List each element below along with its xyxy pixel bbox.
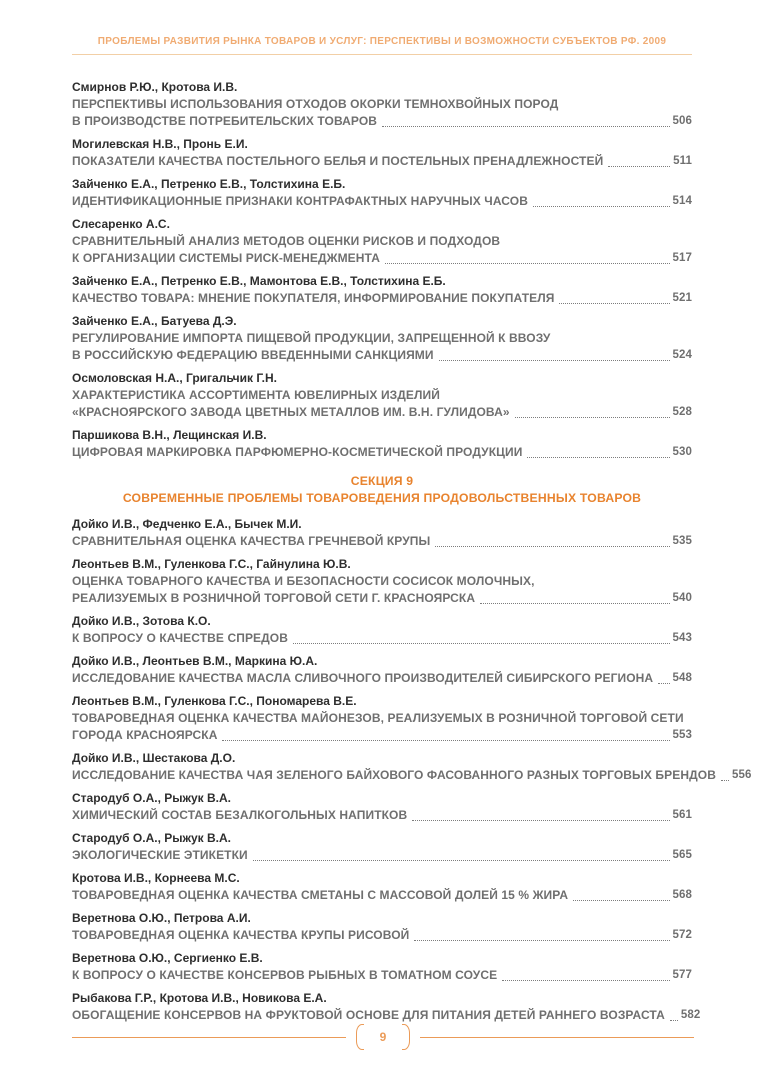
toc-entry-page-number: 553 (672, 729, 692, 741)
toc-entry-title-line (72, 444, 692, 461)
toc-entry-title-line (72, 670, 692, 687)
running-head (72, 0, 692, 55)
toc-entry-title-line: РЕГУЛИРОВАНИЕ ИМПОРТА ПИЩЕВОЙ ПРОДУКЦИИ, ЗАПРЕЩЕННОЙ К ВВОЗУ (72, 331, 551, 345)
footer-rule-left (72, 1037, 346, 1038)
toc-entry (72, 910, 692, 944)
toc-entry-title-text: ИССЛЕДОВАНИЕ КАЧЕСТВА МАСЛА СЛИВОЧНОГО ПРОИЗВОДИТЕЛЕЙ СИБИРСКОГО РЕГИОНА (72, 671, 654, 685)
toc-entry-authors: Дойко И.В., Шестакова Д.О. (72, 751, 236, 765)
dot-leader (608, 166, 670, 167)
toc-entry-title-line: ПЕРСПЕКТИВЫ ИСПОЛЬЗОВАНИЯ ОТХОДОВ ОКОРКИ ТЕМНОХВОЙНЫХ ПОРОД (72, 97, 559, 111)
toc-entry-title-text: ЭКОЛОГИЧЕСКИЕ ЭТИКЕТКИ (72, 848, 248, 862)
toc-entry-title-line (72, 250, 692, 267)
toc-entry-page-number: 565 (672, 849, 692, 861)
toc-entry-title-text: ПОКАЗАТЕЛИ КАЧЕСТВА ПОСТЕЛЬНОГО БЕЛЬЯ И ПОСТЕЛЬНЫХ ПРЕНАДЛЕЖНОСТЕЙ (72, 154, 604, 168)
toc-entry-page-number: 511 (673, 155, 692, 167)
toc-entry-page-number: 506 (672, 115, 692, 127)
toc-entry-page-number: 543 (672, 632, 692, 644)
dot-leader (658, 683, 669, 684)
dot-leader (435, 546, 669, 547)
toc-entry-authors: Леонтьев В.М., Гуленкова Г.С., Пономарева В.Е. (72, 694, 357, 708)
toc-entry-page-number: 561 (672, 809, 692, 821)
toc-entry-page-number: 524 (672, 349, 692, 361)
toc-entry-title-text: К ВОПРОСУ О КАЧЕСТВЕ СПРЕДОВ (72, 631, 288, 645)
toc-entry (72, 176, 692, 210)
dot-leader (253, 860, 670, 861)
toc-entry (72, 613, 692, 647)
dot-leader (533, 206, 670, 207)
toc-entry-title-line (72, 193, 692, 210)
toc-entry-title-line (72, 153, 692, 170)
toc-entry-title-line (72, 887, 692, 904)
toc-entry (72, 653, 692, 687)
dot-leader (382, 126, 669, 127)
toc-entry-title-text: ИДЕНТИФИКАЦИОННЫЕ ПРИЗНАКИ КОНТРАФАКТНЫХ НАРУЧНЫХ ЧАСОВ (72, 194, 528, 208)
section-number: СЕКЦИЯ 9 (350, 474, 414, 488)
toc-entry-title-text: СРАВНИТЕЛЬНАЯ ОЦЕНКА КАЧЕСТВА ГРЕЧНЕВОЙ КРУПЫ (72, 534, 431, 548)
toc-entry-authors: Стародуб О.А., Рыжук В.А. (72, 791, 232, 805)
toc-entry-page-number: 572 (672, 929, 692, 941)
section-title: СОВРЕМЕННЫЕ ПРОБЛЕМЫ ТОВАРОВЕДЕНИЯ ПРОДОВОЛЬСТВЕННЫХ ТОВАРОВ (122, 491, 642, 505)
toc-entry (72, 216, 692, 267)
toc-entry-page-number: 530 (672, 446, 692, 458)
page-number: 9 (379, 1030, 387, 1044)
toc-entry-title-line (72, 767, 752, 784)
footer-rule-right (420, 1037, 694, 1038)
dot-leader (502, 980, 669, 981)
toc-entry-title-text: КАЧЕСТВО ТОВАРА: МНЕНИЕ ПОКУПАТЕЛЯ, ИНФОРМИРОВАНИЕ ПОКУПАТЕЛЯ (72, 291, 555, 305)
dot-leader (573, 900, 669, 901)
toc-entries-after-section (72, 516, 752, 1024)
toc-entry-page-number: 535 (672, 535, 692, 547)
toc-entry (72, 870, 692, 904)
toc-entry (72, 313, 692, 364)
dot-leader (527, 457, 669, 458)
running-head-text: ПРОБЛЕМЫ РАЗВИТИЯ РЫНКА ТОВАРОВ И УСЛУГ: ПЕРСПЕКТИВЫ И ВОЗМОЖНОСТИ СУБЪЕКТОВ РФ. 2009 (97, 36, 667, 47)
toc-entry (72, 990, 701, 1024)
dot-leader (515, 417, 670, 418)
toc-entry-title-text: К ОРГАНИЗАЦИИ СИСТЕМЫ РИСК-МЕНЕДЖМЕНТА (72, 251, 380, 265)
dot-leader (222, 740, 669, 741)
toc-entry-authors: Паршикова В.Н., Лещинская И.В. (72, 428, 267, 442)
toc-entry-authors: Стародуб О.А., Рыжук В.А. (72, 831, 232, 845)
toc-entry-title-line (72, 113, 692, 130)
toc-entry (72, 693, 692, 744)
toc-entry-title-text: ХИМИЧЕСКИЙ СОСТАВ БЕЗАЛКОГОЛЬНЫХ НАПИТКОВ (72, 808, 408, 822)
toc-entry-authors: Зайченко Е.А., Петренко Е.В., Толстихина Е.Б. (72, 177, 346, 191)
toc-entry-page-number: 517 (672, 252, 692, 264)
bracket-right-icon (402, 1024, 410, 1050)
toc-entry-title-text: ЦИФРОВАЯ МАРКИРОВКА ПАРФЮМЕРНО-КОСМЕТИЧЕСКОЙ ПРОДУКЦИИ (72, 445, 523, 459)
toc-list (72, 79, 752, 1024)
toc-entry-page-number: 521 (672, 292, 692, 304)
toc-entry-title-text: ИССЛЕДОВАНИЕ КАЧЕСТВА ЧАЯ ЗЕЛЕНОГО БАЙХОВОГО ФАСОВАННОГО РАЗНЫХ ТОРГОВЫХ БРЕНДОВ (72, 768, 716, 782)
toc-entry-title-line (72, 404, 692, 421)
toc-entry (72, 556, 692, 607)
toc-entry-title-line (72, 727, 692, 744)
toc-entry-title-line (72, 290, 692, 307)
toc-entry-authors: Рыбакова Г.Р., Кротова И.В., Новикова Е.А. (72, 991, 327, 1005)
bracket-left-icon (356, 1024, 364, 1050)
toc-entry-title-line (72, 927, 692, 944)
toc-entry-title-line: ОЦЕНКА ТОВАРНОГО КАЧЕСТВА И БЕЗОПАСНОСТИ СОСИСОК МОЛОЧНЫХ, (72, 574, 535, 588)
toc-entry-authors: Дойко И.В., Федченко Е.А., Бычек М.И. (72, 517, 302, 531)
toc-entry-page-number: 528 (672, 406, 692, 418)
toc-entry (72, 790, 692, 824)
toc-entry (72, 950, 692, 984)
toc-entry-page-number: 514 (672, 195, 692, 207)
dot-leader (480, 603, 669, 604)
toc-entry (72, 750, 752, 784)
dot-leader (412, 820, 669, 821)
toc-entry-title-line: ТОВАРОВЕДНАЯ ОЦЕНКА КАЧЕСТВА МАЙОНЕЗОВ, РЕАЛИЗУЕМЫХ В РОЗНИЧНОЙ ТОРГОВОЙ СЕТИ (72, 711, 684, 725)
toc-entry-title-line (72, 630, 692, 647)
dot-leader (385, 263, 670, 264)
toc-entry-title-line: ХАРАКТЕРИСТИКА АССОРТИМЕНТА ЮВЕЛИРНЫХ ИЗДЕЛИЙ (72, 388, 441, 402)
toc-entries-before-section (72, 79, 692, 461)
toc-entry-page-number: 582 (680, 1009, 701, 1021)
toc-entry-title-text: ТОВАРОВЕДНАЯ ОЦЕНКА КАЧЕСТВА КРУПЫ РИСОВОЙ (72, 928, 410, 942)
toc-entry-page-number: 540 (672, 592, 692, 604)
toc-entry (72, 136, 692, 170)
toc-entry-authors: Кротова И.В., Корнеева М.С. (72, 871, 240, 885)
running-head-rule (72, 54, 692, 55)
toc-entry-title-text: «КРАСНОЯРСКОГО ЗАВОДА ЦВЕТНЫХ МЕТАЛЛОВ ИМ. В.Н. ГУЛИДОВА» (72, 405, 510, 419)
toc-entry (72, 427, 692, 461)
toc-entry-authors: Дойко И.В., Зотова К.О. (72, 614, 211, 628)
page-footer (72, 1022, 694, 1052)
toc-entry-title-line (72, 967, 692, 984)
toc-entry-title-text: ОБОГАЩЕНИЕ КОНСЕРВОВ НА ФРУКТОВОЙ ОСНОВЕ ДЛЯ ПИТАНИЯ ДЕТЕЙ РАННЕГО ВОЗРАСТА (72, 1008, 665, 1022)
toc-entry-title-text: ТОВАРОВЕДНАЯ ОЦЕНКА КАЧЕСТВА СМЕТАНЫ С МАССОВОЙ ДОЛЕЙ 15 % ЖИРА (72, 888, 569, 902)
toc-entry-title-line (72, 847, 692, 864)
toc-entry-authors: Осмоловская Н.А., Григальчик Г.Н. (72, 371, 277, 385)
toc-entry-page-number: 568 (672, 889, 692, 901)
toc-entry-page-number: 577 (672, 969, 692, 981)
toc-entry-authors: Зайченко Е.А., Петренко Е.В., Мамонтова Е.В., Толстихина Е.Б. (72, 274, 446, 288)
dot-leader (439, 360, 670, 361)
toc-entry-title-line: СРАВНИТЕЛЬНЫЙ АНАЛИЗ МЕТОДОВ ОЦЕНКИ РИСКОВ И ПОДХОДОВ (72, 234, 501, 248)
toc-entry-title-line (72, 347, 692, 364)
toc-entry-authors: Зайченко Е.А., Батуева Д.Э. (72, 314, 237, 328)
toc-entry-title-text: К ВОПРОСУ О КАЧЕСТВЕ КОНСЕРВОВ РЫБНЫХ В ТОМАТНОМ СОУСЕ (72, 968, 498, 982)
toc-entry-page-number: 556 (731, 769, 752, 781)
dot-leader (670, 1020, 678, 1021)
toc-entry-title-text: В ПРОИЗВОДСТВЕ ПОТРЕБИТЕЛЬСКИХ ТОВАРОВ (72, 114, 378, 128)
toc-entry (72, 370, 692, 421)
toc-entry (72, 516, 692, 550)
dot-leader (414, 940, 669, 941)
toc-entry-title-line (72, 533, 692, 550)
toc-entry-authors: Дойко И.В., Леонтьев В.М., Маркина Ю.А. (72, 654, 318, 668)
toc-entry-title-text: РЕАЛИЗУЕМЫХ В РОЗНИЧНОЙ ТОРГОВОЙ СЕТИ Г. КРАСНОЯРСКА (72, 591, 476, 605)
toc-entry-authors: Веретнова О.Ю., Сергиенко Е.В. (72, 951, 263, 965)
toc-entry-authors: Веретнова О.Ю., Петрова А.И. (72, 911, 251, 925)
toc-entry-page-number: 548 (672, 672, 692, 684)
toc-entry (72, 79, 692, 130)
toc-entry-authors: Могилевская Н.В., Пронь Е.И. (72, 137, 248, 151)
dot-leader (721, 780, 729, 781)
section-header (72, 473, 692, 507)
dot-leader (559, 303, 669, 304)
toc-entry-authors: Слесаренко А.С. (72, 217, 170, 231)
toc-entry-title-text: В РОССИЙСКУЮ ФЕДЕРАЦИЮ ВВЕДЕННЫМИ САНКЦИЯМИ (72, 348, 434, 362)
toc-entry-title-text: ГОРОДА КРАСНОЯРСКА (72, 728, 218, 742)
toc-entry-title-line (72, 590, 692, 607)
toc-entry-authors: Леонтьев В.М., Гуленкова Г.С., Гайнулина Ю.В. (72, 557, 351, 571)
toc-entry (72, 273, 692, 307)
toc-entry-title-line (72, 807, 692, 824)
toc-entry-authors: Смирнов Р.Ю., Кротова И.В. (72, 80, 238, 94)
toc-entry (72, 830, 692, 864)
dot-leader (293, 643, 670, 644)
